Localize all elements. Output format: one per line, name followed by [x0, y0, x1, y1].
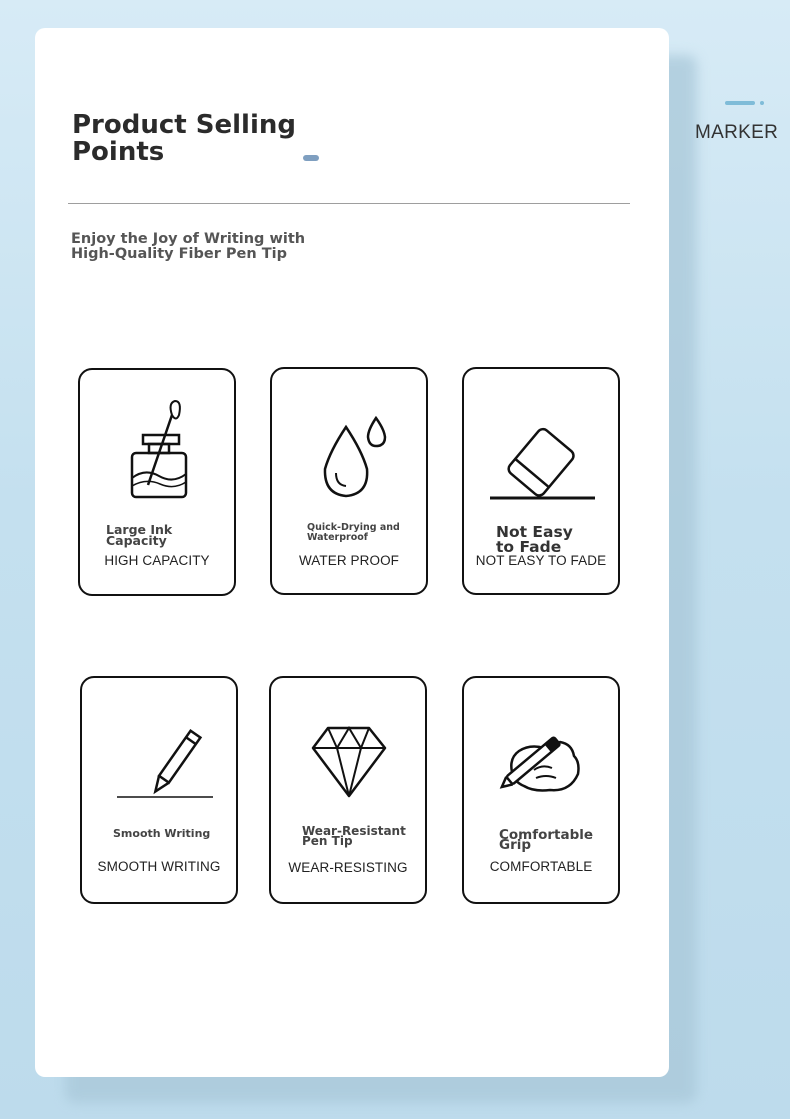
feature-label: NOT EASY TO FADE: [475, 553, 607, 568]
feature-title: Quick-Drying and Waterproof: [307, 522, 400, 543]
page-title: Product Selling Points: [72, 110, 296, 167]
marker-accent-bar: [725, 101, 755, 105]
eraser-icon: [464, 369, 622, 509]
feature-label: WATER PROOF: [298, 553, 400, 568]
hand-pen-icon: [464, 678, 622, 818]
feature-card-grip: [462, 676, 620, 904]
feature-title: Comfortable Grip: [499, 827, 594, 853]
feature-title: Wear-Resistant Pen Tip: [302, 824, 406, 848]
feature-title: Not Easy to Fade: [496, 523, 573, 556]
feature-card-smooth: [80, 676, 238, 904]
marker-accent-dot: [760, 101, 764, 105]
feature-label: HIGH CAPACITY: [104, 553, 210, 568]
title-divider: [68, 203, 630, 204]
feature-title: Smooth Writing: [113, 827, 211, 840]
diamond-icon: [271, 678, 429, 818]
pencil-icon: [82, 678, 240, 818]
feature-label: SMOOTH WRITING: [97, 859, 221, 874]
title-smudge: [303, 155, 319, 161]
feature-card-fade: [462, 367, 620, 595]
water-drop-icon: [272, 369, 430, 509]
feature-card-waterproof: [270, 367, 428, 595]
feature-label: COMFORTABLE: [489, 859, 593, 874]
page-subtitle: Enjoy the Joy of Writing with High-Quality Fiber Pen Tip: [71, 231, 306, 262]
feature-title: Large Ink Capacity: [106, 522, 173, 548]
feature-label: WEAR-RESISTING: [288, 860, 408, 875]
marker-label: MARKER: [695, 122, 779, 143]
feature-card-capacity: [78, 368, 236, 596]
ink-bottle-icon: [80, 370, 238, 500]
feature-card-wear: [269, 676, 427, 904]
